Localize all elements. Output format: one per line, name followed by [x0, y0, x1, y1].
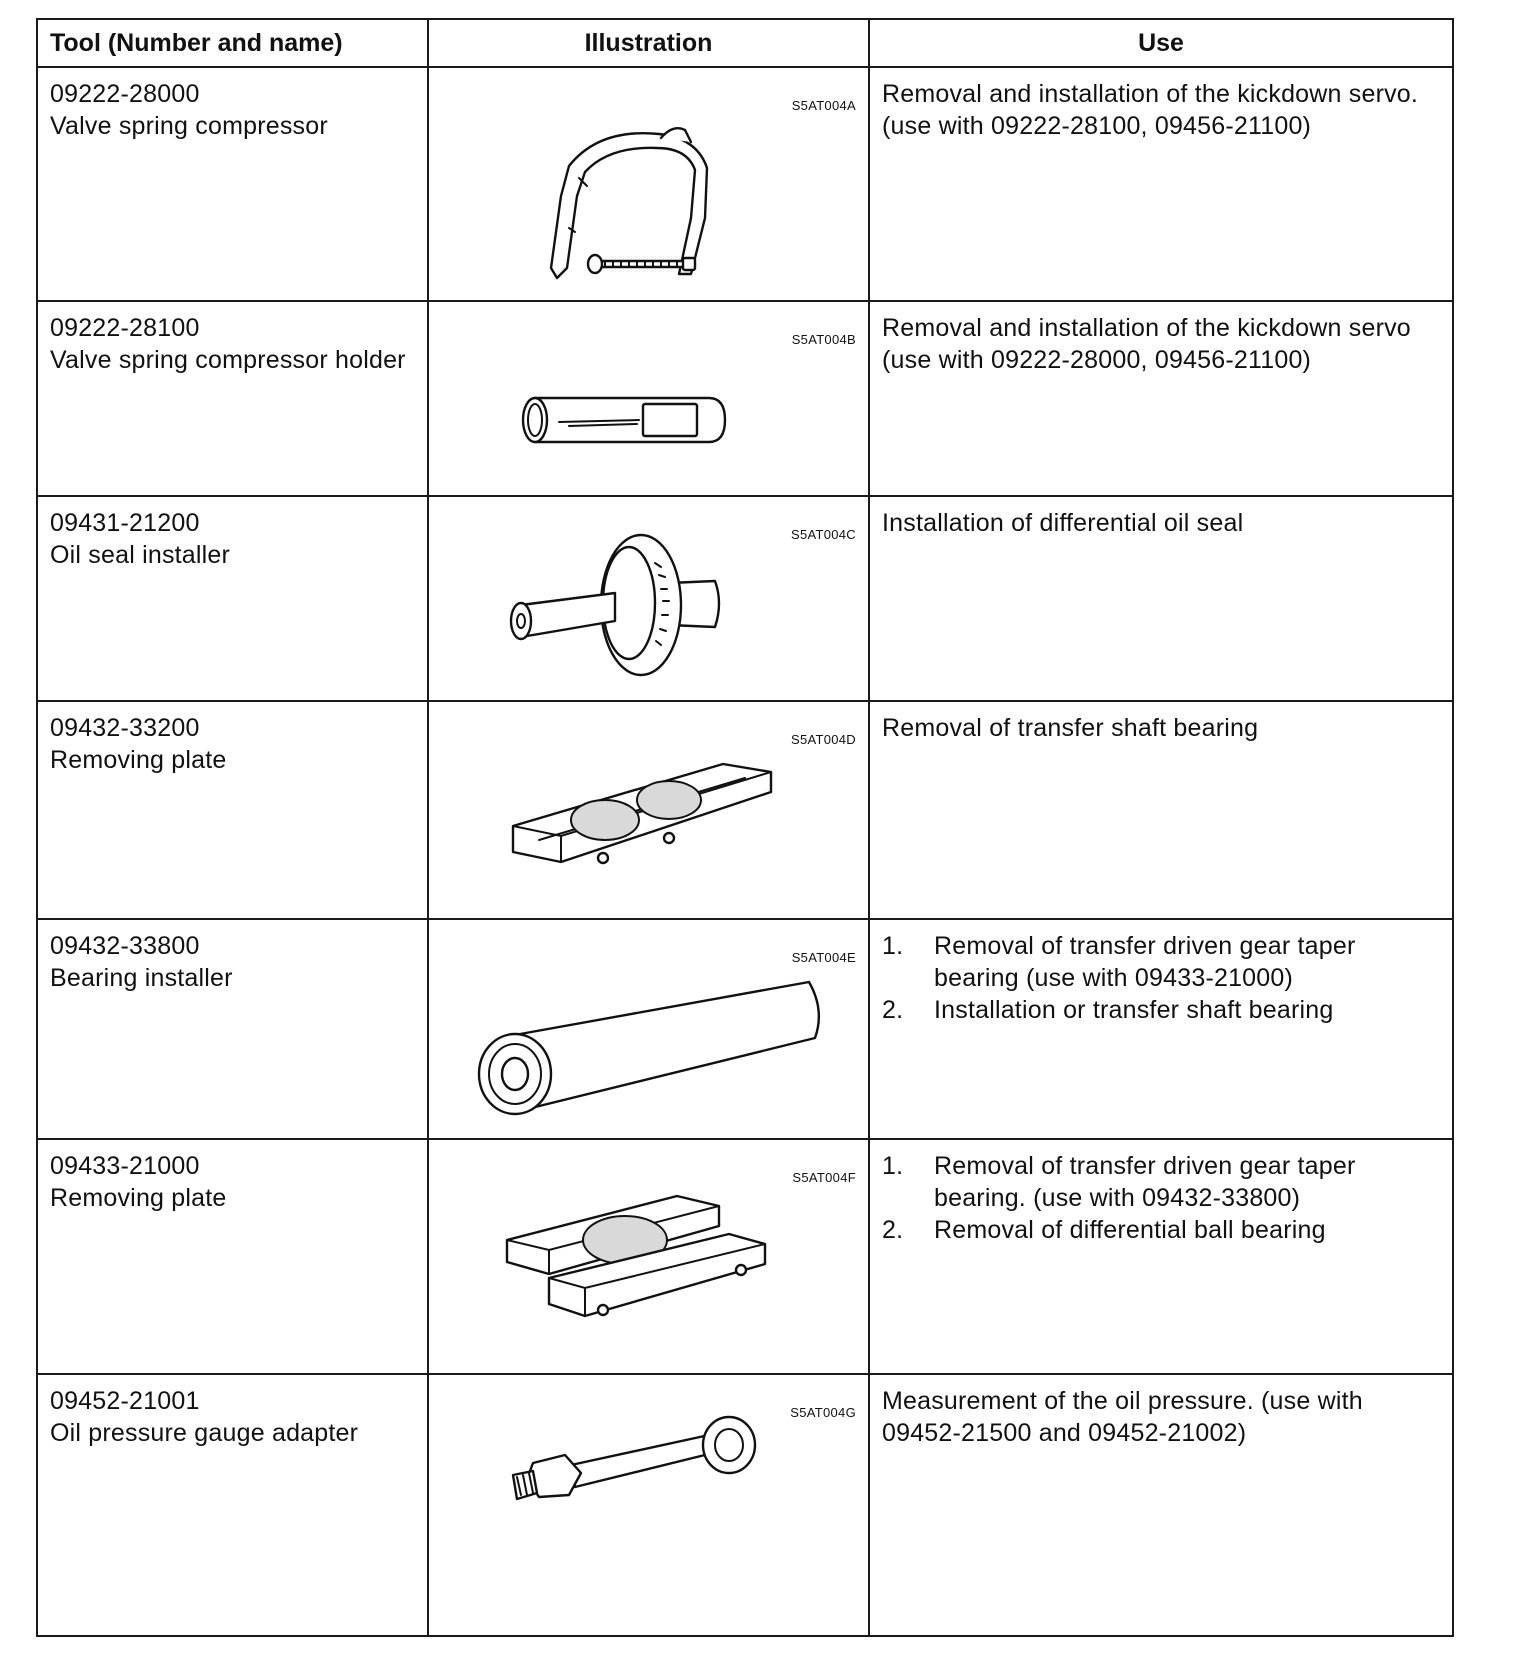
header-illustration: Illustration	[429, 20, 870, 66]
use-cell: Removal and installation of the kickdown servo. (use with 09222-28100, 09456-21100)	[882, 80, 1419, 140]
tool-cell	[38, 702, 429, 918]
tool-cell	[38, 302, 429, 495]
tool-number: 09432-33800	[50, 932, 200, 960]
tool-number: 09222-28100	[50, 314, 200, 342]
list-item	[882, 930, 1434, 994]
valve-spring-compressor-icon	[429, 68, 870, 300]
illustration-cell	[429, 1375, 870, 1637]
removing-plate-icon	[429, 702, 870, 918]
use-cell: Removal and installation of the kickdown servo (use with 09222-28000, 09456-21100)	[882, 314, 1411, 374]
tool-cell	[38, 920, 429, 1138]
tool-name: Bearing installer	[50, 964, 233, 992]
table-row	[38, 702, 1452, 920]
header-tool: Tool (Number and name)	[38, 20, 429, 66]
tool-number: 09452-21001	[50, 1387, 200, 1415]
tool-name: Removing plate	[50, 746, 227, 774]
tool-cell	[38, 68, 429, 300]
tool-cell	[38, 1375, 429, 1637]
tool-number: 09222-28000	[50, 80, 200, 108]
list-number: 2.	[882, 1216, 904, 1244]
list-number: 1.	[882, 1152, 904, 1180]
tool-name: Valve spring compressor	[50, 112, 328, 140]
compressor-holder-icon	[429, 302, 870, 495]
tool-name: Valve spring compressor holder	[50, 346, 406, 374]
use-list	[882, 930, 1434, 1026]
list-item	[882, 994, 1434, 1026]
tool-number: 09433-21000	[50, 1152, 200, 1180]
tool-number: 09431-21200	[50, 509, 200, 537]
figure-code: S5AT004F	[792, 1170, 856, 1185]
list-number: 2.	[882, 996, 904, 1024]
figure-code: S5AT004E	[791, 950, 856, 965]
oil-seal-installer-icon	[429, 497, 870, 700]
table-row	[38, 1375, 1452, 1637]
table-row	[38, 920, 1452, 1140]
figure-code: S5AT004C	[790, 527, 856, 542]
list-text: Installation or transfer shaft bearing	[934, 996, 1334, 1024]
tool-name: Oil seal installer	[50, 541, 231, 569]
list-item	[882, 1214, 1434, 1246]
figure-code: S5AT004G	[790, 1405, 856, 1420]
table-row	[38, 1140, 1452, 1375]
header-use: Use	[1138, 28, 1184, 57]
special-tools-table	[36, 18, 1454, 1637]
use-cell: Removal of transfer shaft bearing	[882, 714, 1259, 742]
tool-cell	[38, 497, 429, 700]
illustration-cell	[429, 1140, 870, 1373]
table-header-row	[38, 20, 1452, 68]
use-cell: Installation of differential oil seal	[882, 509, 1244, 537]
tool-name: Removing plate	[50, 1184, 227, 1212]
use-list	[882, 1150, 1434, 1246]
illustration-cell	[429, 302, 870, 495]
figure-code: S5AT004D	[790, 732, 856, 747]
list-item	[882, 1150, 1434, 1214]
list-text: Removal of transfer driven gear taper bearing. (use with 09432-33800)	[934, 1152, 1356, 1212]
use-cell: Measurement of the oil pressure. (use with 09452-21500 and 09452-21002)	[882, 1387, 1363, 1447]
table-row	[38, 68, 1452, 302]
figure-code: S5AT004A	[791, 98, 856, 113]
bearing-installer-icon	[429, 920, 870, 1138]
list-text: Removal of differential ball bearing	[934, 1216, 1326, 1244]
illustration-cell	[429, 68, 870, 300]
use-cell	[870, 1140, 1452, 1373]
table-row	[38, 497, 1452, 702]
tool-cell	[38, 1140, 429, 1373]
list-text: Removal of transfer driven gear taper bearing (use with 09433-21000)	[934, 932, 1356, 992]
split-removing-plate-icon	[429, 1140, 870, 1373]
illustration-cell	[429, 497, 870, 700]
list-number: 1.	[882, 932, 904, 960]
illustration-cell	[429, 702, 870, 918]
illustration-cell	[429, 920, 870, 1138]
tool-name: Oil pressure gauge adapter	[50, 1419, 359, 1447]
table-row	[38, 302, 1452, 497]
oil-pressure-adapter-icon	[429, 1375, 870, 1635]
tool-number: 09432-33200	[50, 714, 200, 742]
figure-code: S5AT004B	[791, 332, 856, 347]
use-cell	[870, 920, 1452, 1138]
